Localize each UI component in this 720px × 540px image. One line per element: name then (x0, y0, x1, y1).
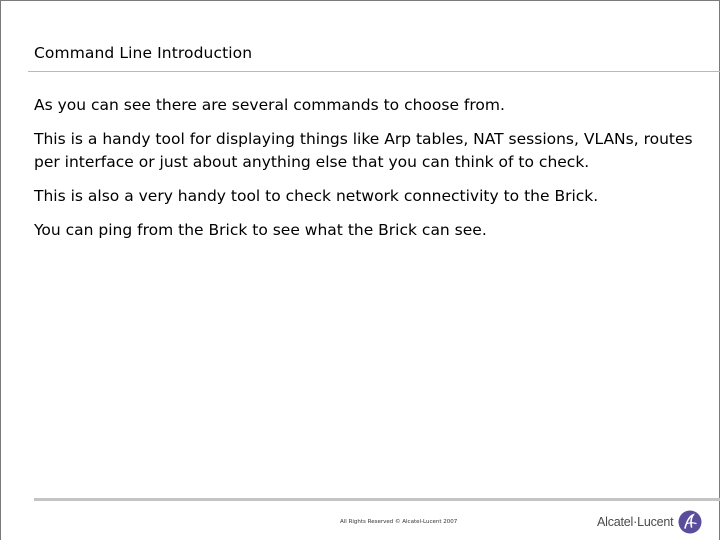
footer-copyright: All Rights Reserved © Alcatel-Lucent 2007 (340, 519, 458, 525)
body-paragraph: As you can see there are several commands to choose from. (34, 96, 505, 114)
slide-body (34, 94, 702, 253)
body-paragraph: You can ping from the Brick to see what the Brick can see. (34, 221, 487, 239)
logo-wordmark: Alcatel·Lucent (597, 515, 674, 529)
slide-title: Command Line Introduction (34, 44, 253, 62)
body-paragraph: This is a handy tool for displaying things like Arp tables, NAT sessions, VLANs, routes per interface or just about anything else that you can think of to check. (34, 130, 693, 171)
company-logo (597, 510, 702, 534)
title-divider (28, 71, 720, 72)
body-paragraph: This is also a very handy tool to check network connectivity to the Brick. (34, 187, 599, 205)
alcatel-lucent-swirl-icon (678, 510, 702, 534)
slide-frame-top (0, 0, 720, 1)
slide-frame-left (0, 0, 1, 540)
footer-divider (34, 498, 720, 501)
